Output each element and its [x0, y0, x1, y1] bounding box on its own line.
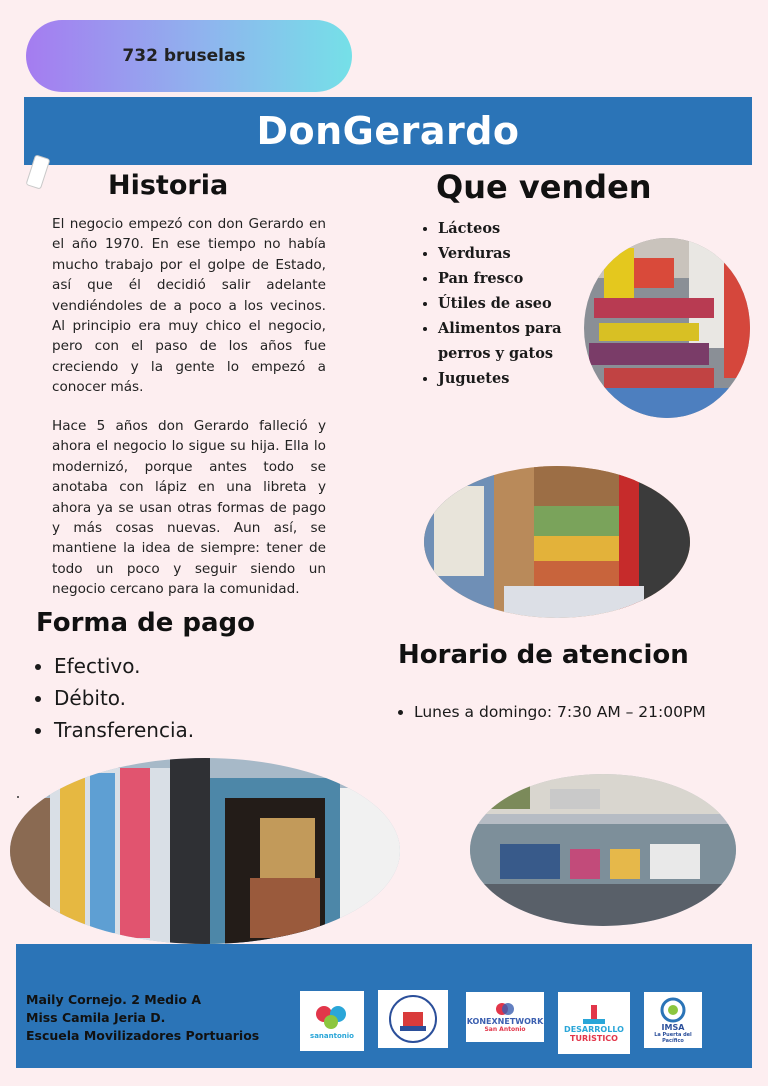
historia-heading: Historia	[108, 170, 229, 201]
products-list	[418, 216, 608, 391]
credit-student: Maily Cornejo. 2 Medio A	[26, 992, 202, 1007]
venden-heading: Que venden	[436, 168, 652, 206]
historia-paragraph-2: Hace 5 años don Gerardo falleció y ahora el negocio lo sigue su hija. Ella lo modernizó, porque antes todo se anotaba con lápiz en una libreta y ahora ya se usan otras formas de pago y más cosas nuevas. Aun así, se mantiene la idea de siempre: tener de todo un poco y seguir siendo un negocio cercano para la comunidad.	[52, 418, 326, 598]
lighthouse-icon	[579, 1003, 609, 1025]
product-item: • Lácteos	[438, 216, 608, 241]
network-logo-icon	[495, 1001, 515, 1017]
logo-escuela	[378, 990, 448, 1048]
imsa-logo-icon	[658, 997, 688, 1023]
hours-item: • Lunes a domingo: 7:30 AM – 21:00PM	[414, 700, 768, 724]
address-banner	[26, 20, 352, 92]
footer	[16, 944, 752, 1068]
credits	[26, 991, 259, 1045]
credit-teacher: Miss Camila Jeria D.	[26, 1010, 166, 1025]
product-item: • Verduras	[438, 241, 608, 266]
payment-item: • Débito.	[54, 682, 194, 714]
page-title: DonGerardo	[256, 109, 520, 153]
logo-imsa: IMSA La Puerta del Pacífico	[644, 992, 702, 1048]
school-crest-icon	[388, 994, 438, 1044]
payment-item: • Efectivo.	[54, 650, 194, 682]
product-item: • Alimentos para perros y gatos	[438, 316, 608, 366]
product-item: • Útiles de aseo	[438, 291, 608, 316]
product-item: • Juguetes	[438, 366, 608, 391]
sanantonio-logo-icon	[312, 1002, 352, 1032]
pago-heading: Forma de pago	[36, 608, 256, 638]
historia-paragraph-1: El negocio empezó con don Gerardo en el año 1970. En ese tiempo no había mucho trabajo por el golpe de Estado, así que él decidió salir adelante vendiéndoles de a poco a los vecinos. Al principio era muy chico el negocio, pero con el paso de los años fue creciendo y la gente lo empezó a conocer más.	[52, 216, 326, 396]
horario-heading: Horario de atencion	[398, 640, 689, 670]
hours-list	[396, 700, 768, 724]
product-item: • Pan fresco	[438, 266, 608, 291]
produce-photo	[424, 466, 690, 618]
credit-school: Escuela Movilizadores Portuarios	[26, 1028, 260, 1043]
logo-sanantonio: sanantonio	[300, 991, 364, 1051]
decorative-dot	[17, 796, 19, 798]
payment-list	[34, 650, 194, 746]
title-bar	[24, 97, 752, 165]
display-case-photo	[470, 774, 736, 926]
payment-item: • Transferencia.	[54, 714, 194, 746]
logo-desarrollo-turistico: DESARROLLO TURÍSTICO	[558, 992, 630, 1054]
address-text: 732 bruselas	[122, 46, 246, 66]
shelves-photo	[584, 238, 750, 418]
storefront-photo	[10, 758, 400, 944]
logo-network: KONEXNETWORK San Antonio	[466, 992, 544, 1042]
